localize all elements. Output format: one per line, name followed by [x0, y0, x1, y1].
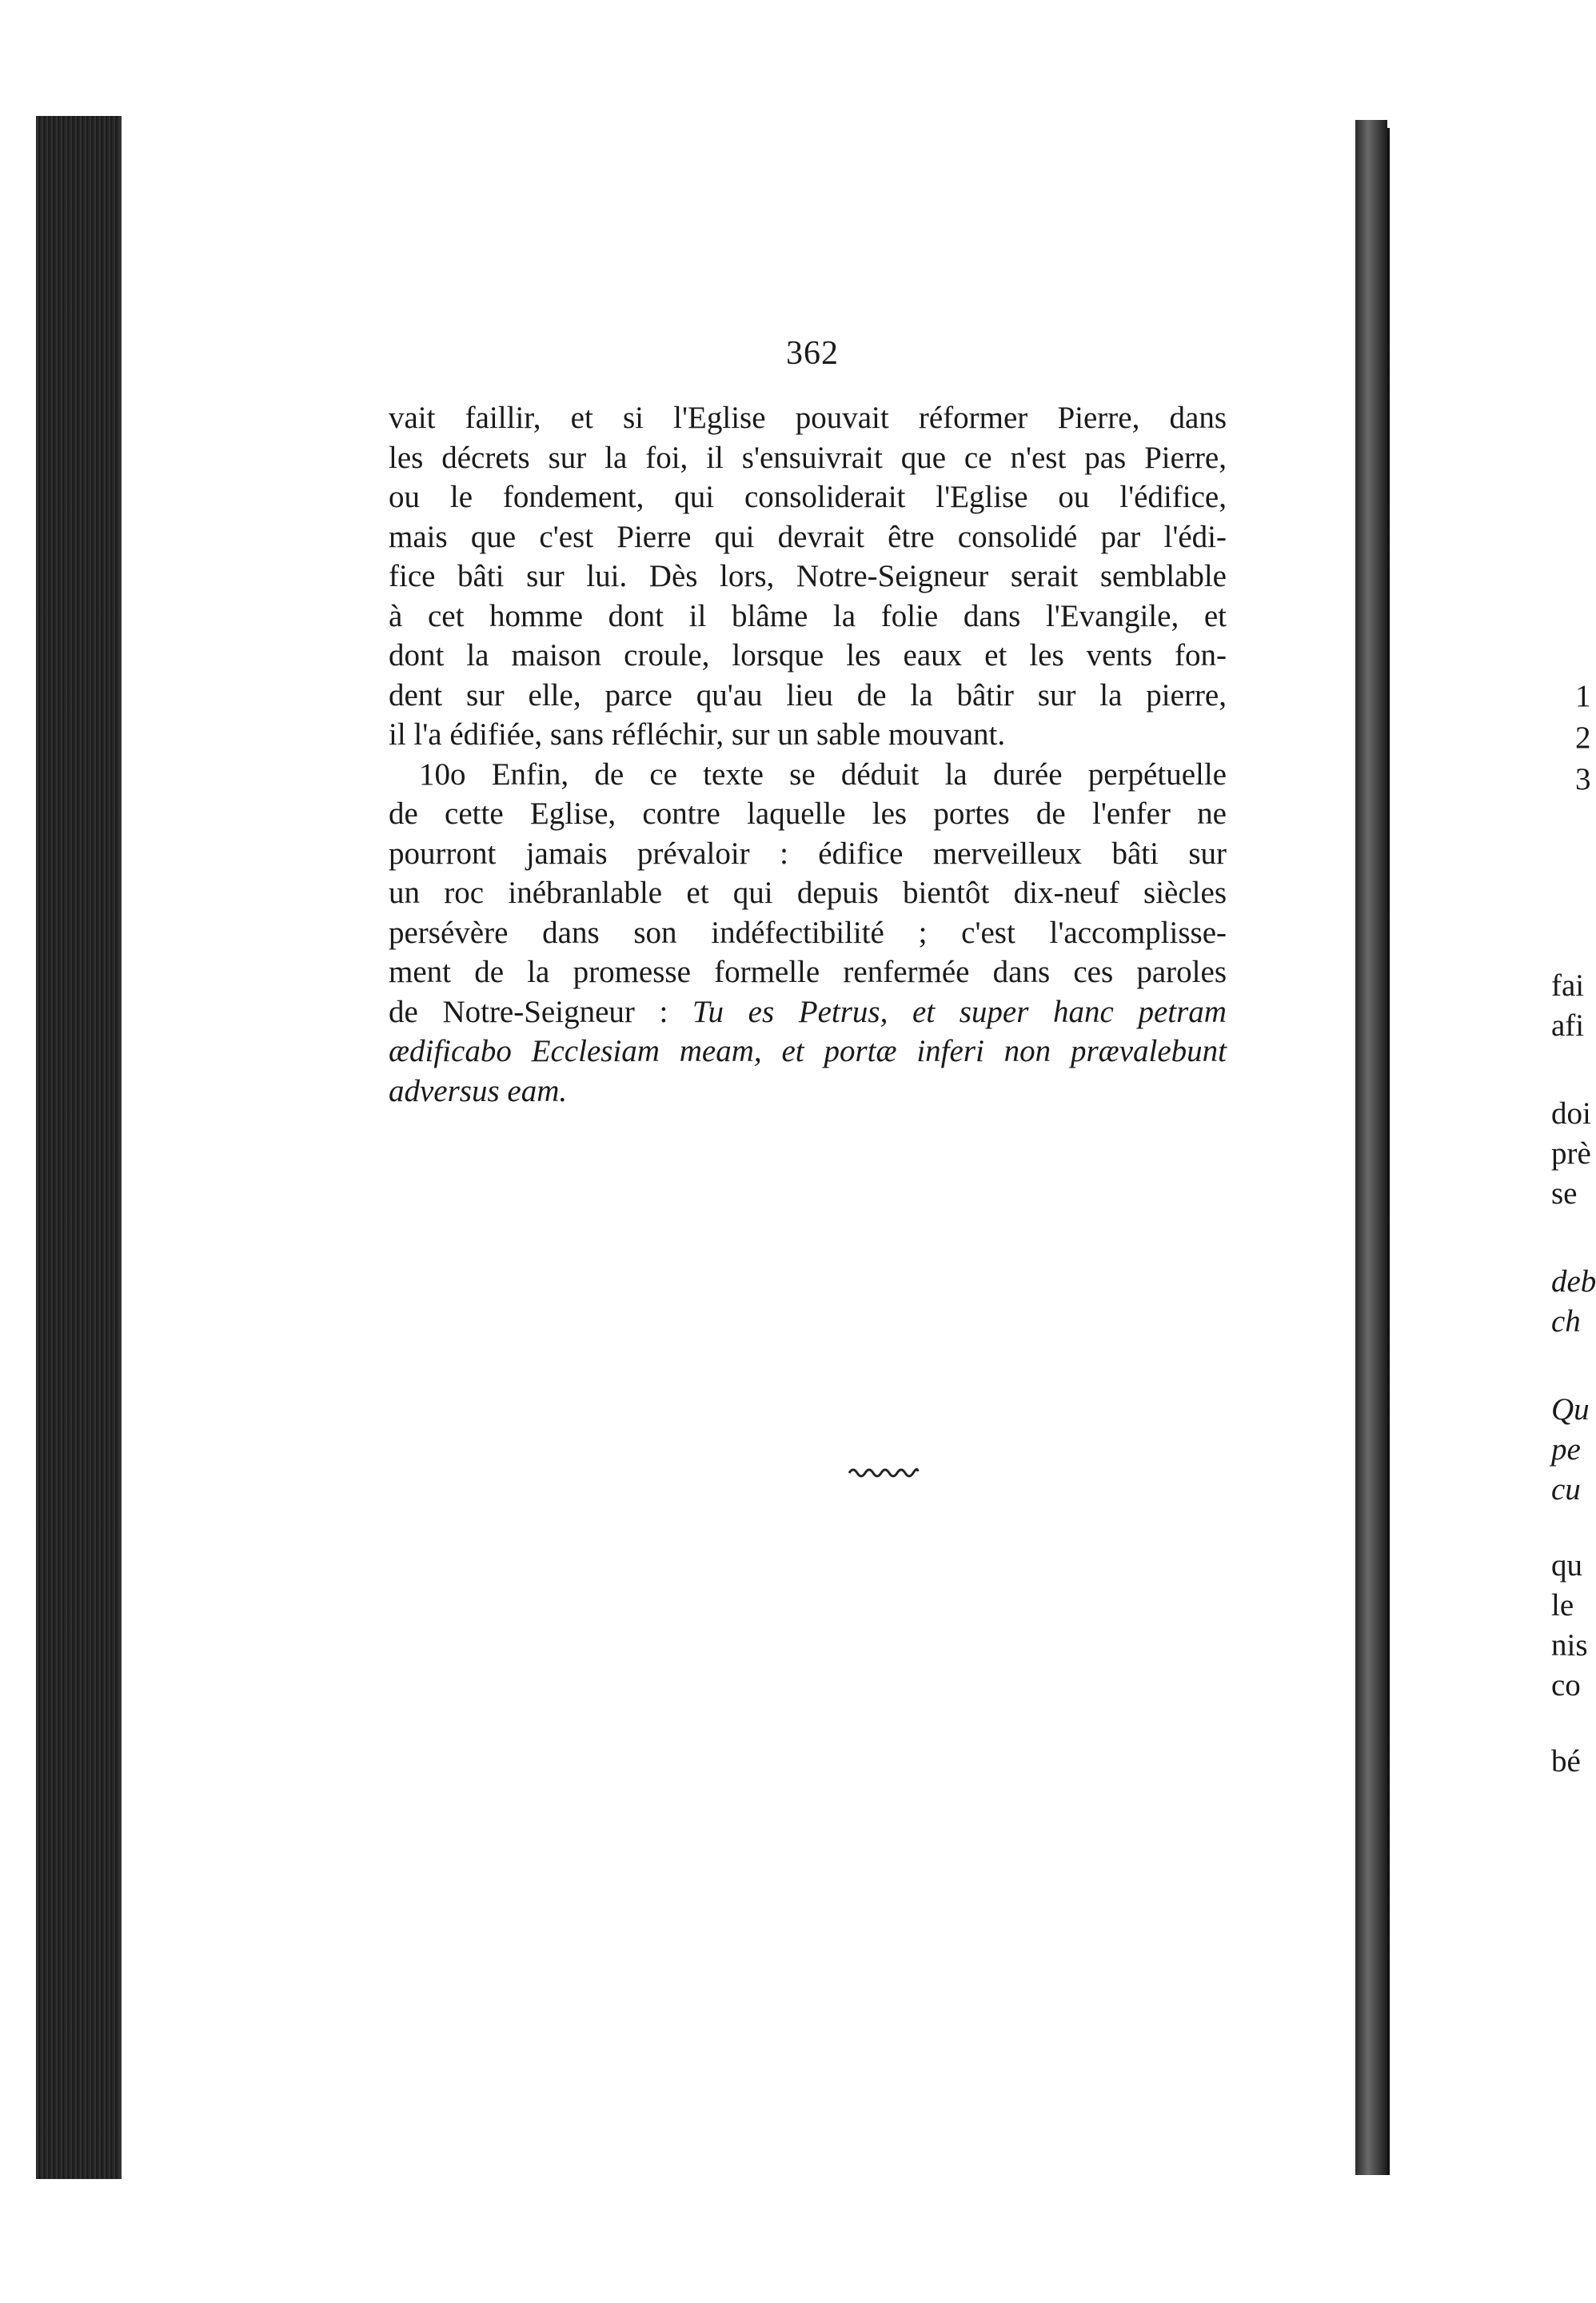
- facing-page-fragment: le: [1551, 1588, 1574, 1622]
- facing-page-fragment: doi: [1551, 1096, 1591, 1131]
- book-gutter: [1355, 120, 1387, 2175]
- paragraph-2: [389, 755, 1227, 1112]
- facing-page-fragment: pe: [1551, 1432, 1581, 1467]
- book-edge: [36, 116, 120, 2179]
- facing-page-fragment: deb: [1551, 1264, 1596, 1299]
- text-line: [389, 1072, 1227, 1112]
- facing-page-fragment: nis: [1551, 1628, 1588, 1662]
- text-line: dent sur elle, parce qu'au lieu de la bâtir sur la pierre,: [389, 677, 1227, 712]
- page-number: 362: [786, 335, 839, 372]
- text-line: ment de la promesse formelle renfermée dans ces paroles: [389, 955, 1227, 989]
- facing-page-fragment: 2: [1575, 720, 1591, 755]
- facing-page-fragment: qu: [1551, 1548, 1582, 1583]
- latin-quote: ædificabo Ecclesiam meam, et portæ inferi non prævalebunt: [389, 1034, 1227, 1068]
- wave-ornament: [848, 1463, 920, 1479]
- text-line: mais que c'est Pierre qui devrait être consolidé par l'édi-: [389, 519, 1227, 554]
- quote-intro: de Notre-Seigneur :: [389, 994, 692, 1029]
- text-line: dont la maison croule, lorsque les eaux et les vents fon-: [389, 638, 1227, 673]
- facing-page-fragment: 1: [1575, 679, 1591, 713]
- text-line: pourront jamais prévaloir : édifice merveilleux bâti sur: [389, 836, 1227, 871]
- facing-page-fragment: bé: [1551, 1744, 1581, 1778]
- text-line: il l'a édifiée, sans réfléchir, sur un sable mouvant.: [389, 717, 1006, 752]
- text-line-with-quote: [389, 992, 1227, 1032]
- facing-page-fragment: ch: [1551, 1304, 1581, 1339]
- text-line: persévère dans son indéfectibilité ; c'est l'accomplisse-: [389, 915, 1227, 950]
- text-line: de cette Eglise, contre laquelle les portes de l'enfer ne: [389, 796, 1227, 831]
- page-body-text: [389, 398, 1227, 1111]
- facing-page-fragment: Qu: [1551, 1392, 1590, 1427]
- latin-quote: adversus eam.: [389, 1073, 568, 1108]
- text-line: [389, 1032, 1227, 1072]
- text-line: ou le fondement, qui consoliderait l'Eglise ou l'édifice,: [389, 480, 1227, 514]
- facing-page-fragment: cu: [1551, 1472, 1581, 1507]
- text-line: un roc inébranlable et qui depuis bientôt dix-neuf siècles: [389, 876, 1227, 910]
- text-line: fice bâti sur lui. Dès lors, Notre-Seigneur serait semblable: [389, 559, 1227, 593]
- facing-page-fragment: co: [1551, 1668, 1581, 1702]
- text-line: 10o Enfin, de ce texte se déduit la durée perpétuelle: [419, 756, 1227, 792]
- text-line: vait faillir, et si l'Eglise pouvait réformer Pierre, dans: [389, 401, 1227, 435]
- paragraph-1: [389, 398, 1227, 755]
- facing-page-fragment: prè: [1551, 1136, 1591, 1171]
- text-line: les décrets sur la foi, il s'ensuivrait que ce n'est pas Pierre,: [389, 440, 1227, 475]
- facing-page-fragment: se: [1551, 1176, 1578, 1211]
- facing-page-fragment: 3: [1575, 762, 1591, 796]
- facing-page-fragment: fai: [1551, 968, 1585, 1003]
- text-line: à cet homme dont il blâme la folie dans l'Evangile, et: [389, 598, 1227, 633]
- facing-page-fragment: afi: [1551, 1008, 1585, 1043]
- latin-quote: Tu es Petrus, et super hanc petram: [692, 994, 1227, 1029]
